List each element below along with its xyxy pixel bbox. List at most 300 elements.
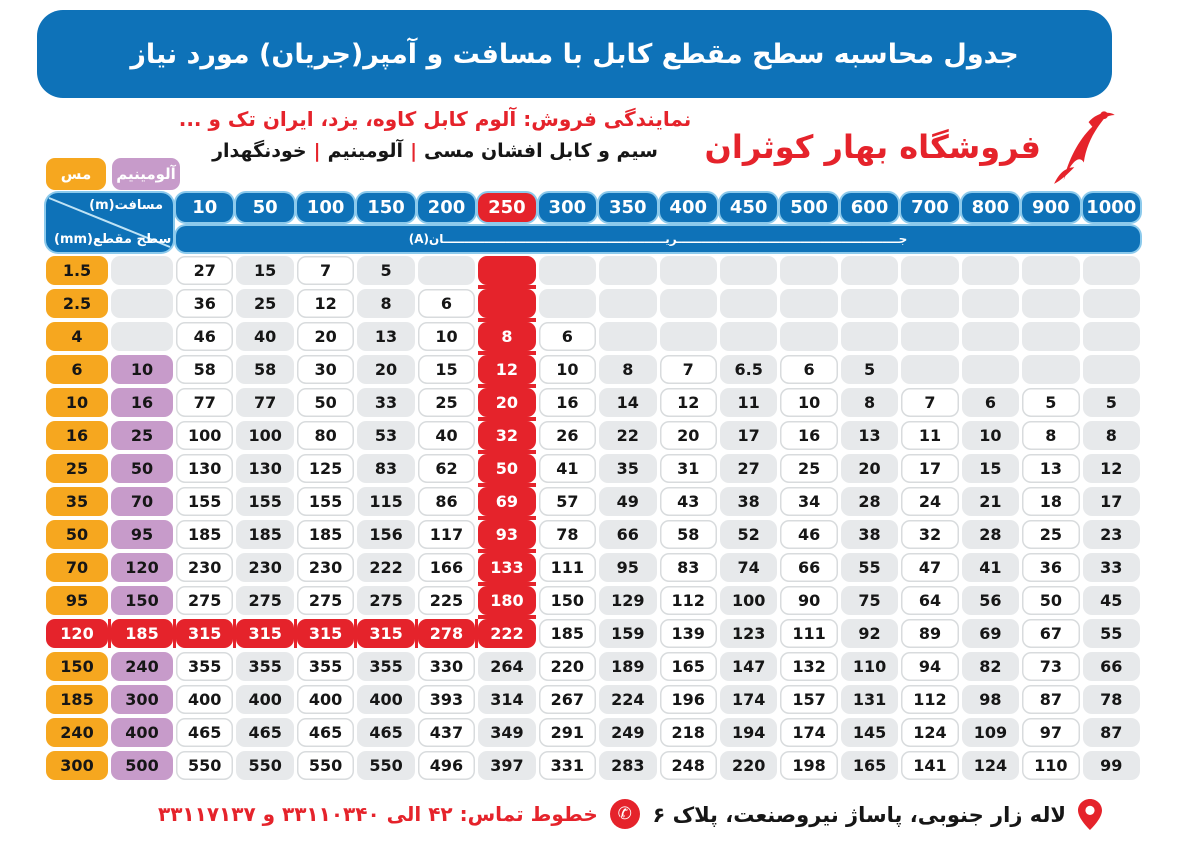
current-value-cell: 16 xyxy=(780,421,837,450)
current-value-cell: 5 xyxy=(1022,388,1079,417)
current-value-cell: 18 xyxy=(1022,487,1079,516)
current-value-cell xyxy=(478,289,535,318)
current-value-cell: 222 xyxy=(478,619,535,648)
current-value-cell: 109 xyxy=(962,718,1019,747)
current-value-cell: 315 xyxy=(297,619,354,648)
current-value-cell: 87 xyxy=(1083,718,1140,747)
store-name: فروشگاه بهار کوثران xyxy=(704,128,1041,166)
current-value-cell: 110 xyxy=(841,652,898,681)
current-value-cell: 496 xyxy=(418,751,475,780)
cu-section-cell: 10 xyxy=(46,388,108,417)
current-value-cell: 7 xyxy=(297,256,354,285)
current-value-cell: 15 xyxy=(236,256,293,285)
current-value-cell: 141 xyxy=(901,751,958,780)
current-value-cell: 437 xyxy=(418,718,475,747)
current-value-cell: 5 xyxy=(1083,388,1140,417)
current-value-cell: 7 xyxy=(660,355,717,384)
cu-section-cell: 4 xyxy=(46,322,108,351)
current-value-cell xyxy=(780,322,837,351)
current-value-cell: 400 xyxy=(297,685,354,714)
current-value-cell: 20 xyxy=(478,388,535,417)
current-value-cell: 150 xyxy=(539,586,596,615)
current-value-cell xyxy=(1083,355,1140,384)
current-value-cell: 112 xyxy=(901,685,958,714)
current-value-cell: 157 xyxy=(780,685,837,714)
current-value-cell: 66 xyxy=(599,520,656,549)
current-value-cell: 93 xyxy=(478,520,535,549)
current-value-cell: 80 xyxy=(297,421,354,450)
current-value-cell xyxy=(599,322,656,351)
current-value-cell: 132 xyxy=(780,652,837,681)
separator: | xyxy=(313,140,321,162)
current-value-cell: 355 xyxy=(357,652,414,681)
current-value-cell: 32 xyxy=(478,421,535,450)
al-section-cell: 185 xyxy=(111,619,173,648)
cu-section-cell: 6 xyxy=(46,355,108,384)
current-value-cell: 40 xyxy=(418,421,475,450)
current-value-cell: 115 xyxy=(357,487,414,516)
current-value-cell: 58 xyxy=(660,520,717,549)
current-value-cell xyxy=(841,289,898,318)
store-logo-icon xyxy=(1049,109,1121,185)
current-value-cell: 15 xyxy=(962,454,1019,483)
distance-header-800: 800 xyxy=(962,193,1019,222)
current-value-cell: 31 xyxy=(660,454,717,483)
current-value-cell: 174 xyxy=(720,685,777,714)
current-value-cell xyxy=(418,256,475,285)
product-item-copper-wire: سیم و کابل افشان مسی xyxy=(424,140,658,162)
al-section-cell: 50 xyxy=(111,454,173,483)
current-value-cell: 73 xyxy=(1022,652,1079,681)
current-value-cell: 21 xyxy=(962,487,1019,516)
current-value-cell: 33 xyxy=(357,388,414,417)
current-value-cell: 75 xyxy=(841,586,898,615)
current-value-cell: 98 xyxy=(962,685,1019,714)
current-value-cell: 8 xyxy=(841,388,898,417)
current-value-cell: 89 xyxy=(901,619,958,648)
al-section-cell: 95 xyxy=(111,520,173,549)
current-value-cell xyxy=(478,256,535,285)
current-value-cell: 100 xyxy=(236,421,293,450)
cu-section-cell: 50 xyxy=(46,520,108,549)
current-value-cell: 465 xyxy=(236,718,293,747)
cu-section-cell: 240 xyxy=(46,718,108,747)
current-value-cell: 67 xyxy=(1022,619,1079,648)
current-value-cell: 35 xyxy=(599,454,656,483)
al-section-cell xyxy=(111,322,173,351)
legend-aluminum-tag: آلومینیم xyxy=(112,158,180,190)
al-section-cell xyxy=(111,256,173,285)
al-section-cell: 240 xyxy=(111,652,173,681)
current-value-cell: 20 xyxy=(660,421,717,450)
current-value-cell: 23 xyxy=(1083,520,1140,549)
al-section-cell: 70 xyxy=(111,487,173,516)
current-value-cell: 275 xyxy=(297,586,354,615)
current-value-cell: 77 xyxy=(176,388,233,417)
current-value-cell xyxy=(841,256,898,285)
current-value-cell: 47 xyxy=(901,553,958,582)
current-value-cell xyxy=(780,289,837,318)
current-value-cell: 275 xyxy=(236,586,293,615)
current-value-cell: 278 xyxy=(418,619,475,648)
current-value-cell: 8 xyxy=(357,289,414,318)
current-value-cell: 22 xyxy=(599,421,656,450)
al-section-cell: 10 xyxy=(111,355,173,384)
current-value-cell: 90 xyxy=(780,586,837,615)
current-value-cell: 87 xyxy=(1022,685,1079,714)
current-value-cell: 230 xyxy=(297,553,354,582)
current-value-cell: 7 xyxy=(901,388,958,417)
current-value-cell xyxy=(539,256,596,285)
current-value-cell: 331 xyxy=(539,751,596,780)
distance-header-150: 150 xyxy=(357,193,414,222)
current-value-cell: 224 xyxy=(599,685,656,714)
current-value-cell: 124 xyxy=(962,751,1019,780)
cu-section-cell: 185 xyxy=(46,685,108,714)
al-section-cell: 150 xyxy=(111,586,173,615)
current-value-cell: 38 xyxy=(841,520,898,549)
current-value-cell: 36 xyxy=(176,289,233,318)
cable-table xyxy=(46,193,1140,780)
current-value-cell: 12 xyxy=(660,388,717,417)
page-title: جدول محاسبه سطح مقطع کابل با مسافت و آمپر(جریان) مورد نیاز xyxy=(37,10,1112,98)
distance-header-500: 500 xyxy=(780,193,837,222)
current-value-cell xyxy=(962,355,1019,384)
current-value-cell: 129 xyxy=(599,586,656,615)
current-value-cell: 15 xyxy=(418,355,475,384)
current-value-cell: 13 xyxy=(841,421,898,450)
current-value-cell: 133 xyxy=(478,553,535,582)
current-value-cell: 99 xyxy=(1083,751,1140,780)
current-value-cell: 125 xyxy=(297,454,354,483)
current-value-cell: 291 xyxy=(539,718,596,747)
current-value-cell: 62 xyxy=(418,454,475,483)
current-value-cell: 28 xyxy=(962,520,1019,549)
current-value-cell: 275 xyxy=(357,586,414,615)
current-value-cell: 112 xyxy=(660,586,717,615)
current-value-cell: 264 xyxy=(478,652,535,681)
current-value-cell xyxy=(1083,322,1140,351)
current-value-cell: 52 xyxy=(720,520,777,549)
current-value-cell: 20 xyxy=(297,322,354,351)
current-value-cell: 5 xyxy=(841,355,898,384)
current-value-cell: 6.5 xyxy=(720,355,777,384)
cu-section-cell: 70 xyxy=(46,553,108,582)
current-value-cell: 139 xyxy=(660,619,717,648)
current-value-cell: 156 xyxy=(357,520,414,549)
current-value-cell: 155 xyxy=(176,487,233,516)
current-value-cell: 155 xyxy=(297,487,354,516)
cu-section-cell: 95 xyxy=(46,586,108,615)
distance-header-200: 200 xyxy=(418,193,475,222)
current-value-cell: 11 xyxy=(720,388,777,417)
legend-copper-tag: مس xyxy=(46,158,106,190)
current-value-cell: 58 xyxy=(176,355,233,384)
al-section-cell: 400 xyxy=(111,718,173,747)
current-value-cell: 82 xyxy=(962,652,1019,681)
current-value-cell: 248 xyxy=(660,751,717,780)
cu-section-cell: 300 xyxy=(46,751,108,780)
current-value-cell: 34 xyxy=(780,487,837,516)
current-value-cell xyxy=(962,322,1019,351)
current-value-cell: 5 xyxy=(357,256,414,285)
current-value-cell: 8 xyxy=(478,322,535,351)
current-value-cell: 397 xyxy=(478,751,535,780)
distance-header-900: 900 xyxy=(1022,193,1079,222)
al-section-cell: 25 xyxy=(111,421,173,450)
current-value-cell: 194 xyxy=(720,718,777,747)
current-value-cell xyxy=(901,289,958,318)
current-value-cell: 64 xyxy=(901,586,958,615)
current-value-cell: 315 xyxy=(357,619,414,648)
current-value-cell: 111 xyxy=(539,553,596,582)
current-value-cell: 110 xyxy=(1022,751,1079,780)
current-value-cell: 8 xyxy=(1083,421,1140,450)
table-corner-cell xyxy=(46,193,173,252)
current-value-cell: 465 xyxy=(176,718,233,747)
current-value-cell xyxy=(901,256,958,285)
current-value-cell: 222 xyxy=(357,553,414,582)
current-value-cell: 83 xyxy=(660,553,717,582)
distance-header-300: 300 xyxy=(539,193,596,222)
current-value-cell: 8 xyxy=(599,355,656,384)
current-value-cell: 50 xyxy=(1022,586,1079,615)
current-value-cell: 400 xyxy=(357,685,414,714)
current-value-cell: 30 xyxy=(297,355,354,384)
current-value-cell: 43 xyxy=(660,487,717,516)
current-value-cell xyxy=(1022,289,1079,318)
current-value-cell: 267 xyxy=(539,685,596,714)
current-value-cell: 78 xyxy=(1083,685,1140,714)
current-value-cell: 174 xyxy=(780,718,837,747)
distance-header-250: 250 xyxy=(478,193,535,222)
current-value-cell: 355 xyxy=(176,652,233,681)
current-value-cell xyxy=(660,322,717,351)
current-value-cell: 189 xyxy=(599,652,656,681)
products-line xyxy=(105,140,765,162)
current-value-cell: 27 xyxy=(176,256,233,285)
current-value-cell xyxy=(1022,322,1079,351)
product-item-aluminum: آلومینیم xyxy=(327,140,404,162)
current-value-cell: 349 xyxy=(478,718,535,747)
current-value-cell: 20 xyxy=(357,355,414,384)
current-value-cell: 27 xyxy=(720,454,777,483)
cu-section-cell: 2.5 xyxy=(46,289,108,318)
current-value-cell: 66 xyxy=(780,553,837,582)
current-value-cell xyxy=(962,256,1019,285)
current-value-cell: 25 xyxy=(418,388,475,417)
current-value-cell: 131 xyxy=(841,685,898,714)
current-value-cell: 315 xyxy=(236,619,293,648)
current-value-cell: 117 xyxy=(418,520,475,549)
current-value-cell: 6 xyxy=(539,322,596,351)
current-value-cell xyxy=(1022,355,1079,384)
cu-section-cell: 25 xyxy=(46,454,108,483)
current-value-cell: 56 xyxy=(962,586,1019,615)
current-value-cell xyxy=(901,322,958,351)
current-value-cell xyxy=(962,289,1019,318)
current-value-cell xyxy=(1083,289,1140,318)
current-value-cell: 550 xyxy=(357,751,414,780)
cu-section-cell: 150 xyxy=(46,652,108,681)
phone-block xyxy=(158,799,640,829)
current-value-cell: 36 xyxy=(1022,553,1079,582)
current-value-cell: 550 xyxy=(236,751,293,780)
address-text: لاله زار جنوبی، پاساژ نیروصنعت، پلاک ۶ xyxy=(652,802,1066,827)
current-value-cell: 94 xyxy=(901,652,958,681)
phone-icon: ✆ xyxy=(610,799,640,829)
current-value-cell: 12 xyxy=(1083,454,1140,483)
current-value-cell: 78 xyxy=(539,520,596,549)
current-value-cell: 12 xyxy=(478,355,535,384)
current-value-cell: 6 xyxy=(780,355,837,384)
current-value-cell: 17 xyxy=(720,421,777,450)
current-value-cell: 315 xyxy=(176,619,233,648)
al-section-cell: 120 xyxy=(111,553,173,582)
current-value-cell: 249 xyxy=(599,718,656,747)
current-value-cell: 165 xyxy=(660,652,717,681)
current-value-cell xyxy=(841,322,898,351)
current-value-cell: 355 xyxy=(236,652,293,681)
current-value-cell: 74 xyxy=(720,553,777,582)
current-value-cell: 400 xyxy=(236,685,293,714)
current-value-cell: 465 xyxy=(297,718,354,747)
current-value-cell: 17 xyxy=(1083,487,1140,516)
current-value-cell: 10 xyxy=(780,388,837,417)
current-value-cell: 38 xyxy=(720,487,777,516)
current-value-cell: 393 xyxy=(418,685,475,714)
current-value-cell: 130 xyxy=(176,454,233,483)
current-value-cell: 77 xyxy=(236,388,293,417)
current-value-cell: 123 xyxy=(720,619,777,648)
current-value-cell: 185 xyxy=(539,619,596,648)
current-value-cell xyxy=(660,289,717,318)
current-value-cell: 147 xyxy=(720,652,777,681)
current-value-cell xyxy=(780,256,837,285)
current-value-cell: 230 xyxy=(176,553,233,582)
current-value-cell: 145 xyxy=(841,718,898,747)
product-item-self-supporting: خودنگهدار xyxy=(212,140,307,162)
current-value-cell: 46 xyxy=(176,322,233,351)
current-value-cell: 100 xyxy=(176,421,233,450)
current-value-cell xyxy=(660,256,717,285)
current-value-cell: 92 xyxy=(841,619,898,648)
cu-section-cell: 16 xyxy=(46,421,108,450)
current-value-cell: 58 xyxy=(236,355,293,384)
current-value-cell xyxy=(720,322,777,351)
current-value-cell xyxy=(720,256,777,285)
al-section-cell: 500 xyxy=(111,751,173,780)
current-value-cell: 40 xyxy=(236,322,293,351)
current-value-cell: 10 xyxy=(962,421,1019,450)
current-value-cell: 198 xyxy=(780,751,837,780)
current-value-cell: 225 xyxy=(418,586,475,615)
current-value-cell: 355 xyxy=(297,652,354,681)
current-value-cell: 10 xyxy=(539,355,596,384)
distance-header-50: 50 xyxy=(236,193,293,222)
current-value-cell: 25 xyxy=(236,289,293,318)
current-value-cell: 50 xyxy=(297,388,354,417)
current-value-cell xyxy=(1083,256,1140,285)
current-value-cell: 69 xyxy=(478,487,535,516)
current-value-cell: 8 xyxy=(1022,421,1079,450)
current-value-cell: 83 xyxy=(357,454,414,483)
current-value-cell xyxy=(1022,256,1079,285)
current-value-cell: 230 xyxy=(236,553,293,582)
al-section-cell: 300 xyxy=(111,685,173,714)
distance-header-100: 100 xyxy=(297,193,354,222)
current-value-cell: 13 xyxy=(1022,454,1079,483)
phone-numbers-text: خطوط تماس: ۴۲ الی ۳۳۱۱۰۳۴۰ و ۳۳۱۱۷۱۳۷ xyxy=(158,802,598,826)
al-section-cell: 16 xyxy=(111,388,173,417)
current-value-cell: 66 xyxy=(1083,652,1140,681)
current-value-cell: 86 xyxy=(418,487,475,516)
dealer-line: نمایندگی فروش: آلوم کابل کاوه، یزد، ایران تک و ... xyxy=(178,107,692,131)
current-band: جــــــــــــــــــــــــــــــــــــــــــــــــــــــریــــــــــــــــــــــــــــــــــــــــــــــــــــــان(A) xyxy=(176,226,1140,252)
distance-header-600: 600 xyxy=(841,193,898,222)
current-value-cell: 180 xyxy=(478,586,535,615)
current-value-cell: 124 xyxy=(901,718,958,747)
current-value-cell: 12 xyxy=(297,289,354,318)
current-value-cell: 166 xyxy=(418,553,475,582)
current-value-cell: 185 xyxy=(297,520,354,549)
current-value-cell: 41 xyxy=(962,553,1019,582)
current-value-cell: 46 xyxy=(780,520,837,549)
current-value-cell: 50 xyxy=(478,454,535,483)
current-value-cell: 465 xyxy=(357,718,414,747)
current-value-cell: 97 xyxy=(1022,718,1079,747)
current-value-cell: 185 xyxy=(176,520,233,549)
distance-header-350: 350 xyxy=(599,193,656,222)
current-value-cell: 26 xyxy=(539,421,596,450)
current-value-cell xyxy=(901,355,958,384)
distance-header-450: 450 xyxy=(720,193,777,222)
current-value-cell: 17 xyxy=(901,454,958,483)
distance-header-1000: 1000 xyxy=(1083,193,1140,222)
al-section-cell xyxy=(111,289,173,318)
current-value-cell: 14 xyxy=(599,388,656,417)
current-value-cell: 45 xyxy=(1083,586,1140,615)
current-value-cell: 550 xyxy=(176,751,233,780)
current-value-cell: 550 xyxy=(297,751,354,780)
corner-distance-label: مسافت(m) xyxy=(89,198,163,213)
current-value-cell: 20 xyxy=(841,454,898,483)
current-value-cell: 130 xyxy=(236,454,293,483)
current-value-cell: 159 xyxy=(599,619,656,648)
distance-header-700: 700 xyxy=(901,193,958,222)
current-value-cell: 13 xyxy=(357,322,414,351)
separator: | xyxy=(410,140,418,162)
current-value-cell: 6 xyxy=(962,388,1019,417)
corner-section-label: سطح مقطع(mm) xyxy=(54,232,172,247)
current-value-cell: 165 xyxy=(841,751,898,780)
current-value-cell xyxy=(539,289,596,318)
brand-block xyxy=(705,108,1121,186)
current-value-cell: 6 xyxy=(418,289,475,318)
current-value-cell: 100 xyxy=(720,586,777,615)
current-value-cell: 283 xyxy=(599,751,656,780)
current-value-cell xyxy=(599,256,656,285)
cu-section-cell: 1.5 xyxy=(46,256,108,285)
distance-header-400: 400 xyxy=(660,193,717,222)
current-value-cell: 53 xyxy=(357,421,414,450)
cu-section-cell: 35 xyxy=(46,487,108,516)
current-value-cell: 185 xyxy=(236,520,293,549)
current-value-cell: 314 xyxy=(478,685,535,714)
current-value-cell: 33 xyxy=(1083,553,1140,582)
current-value-cell: 25 xyxy=(1022,520,1079,549)
distance-header-10: 10 xyxy=(176,193,233,222)
